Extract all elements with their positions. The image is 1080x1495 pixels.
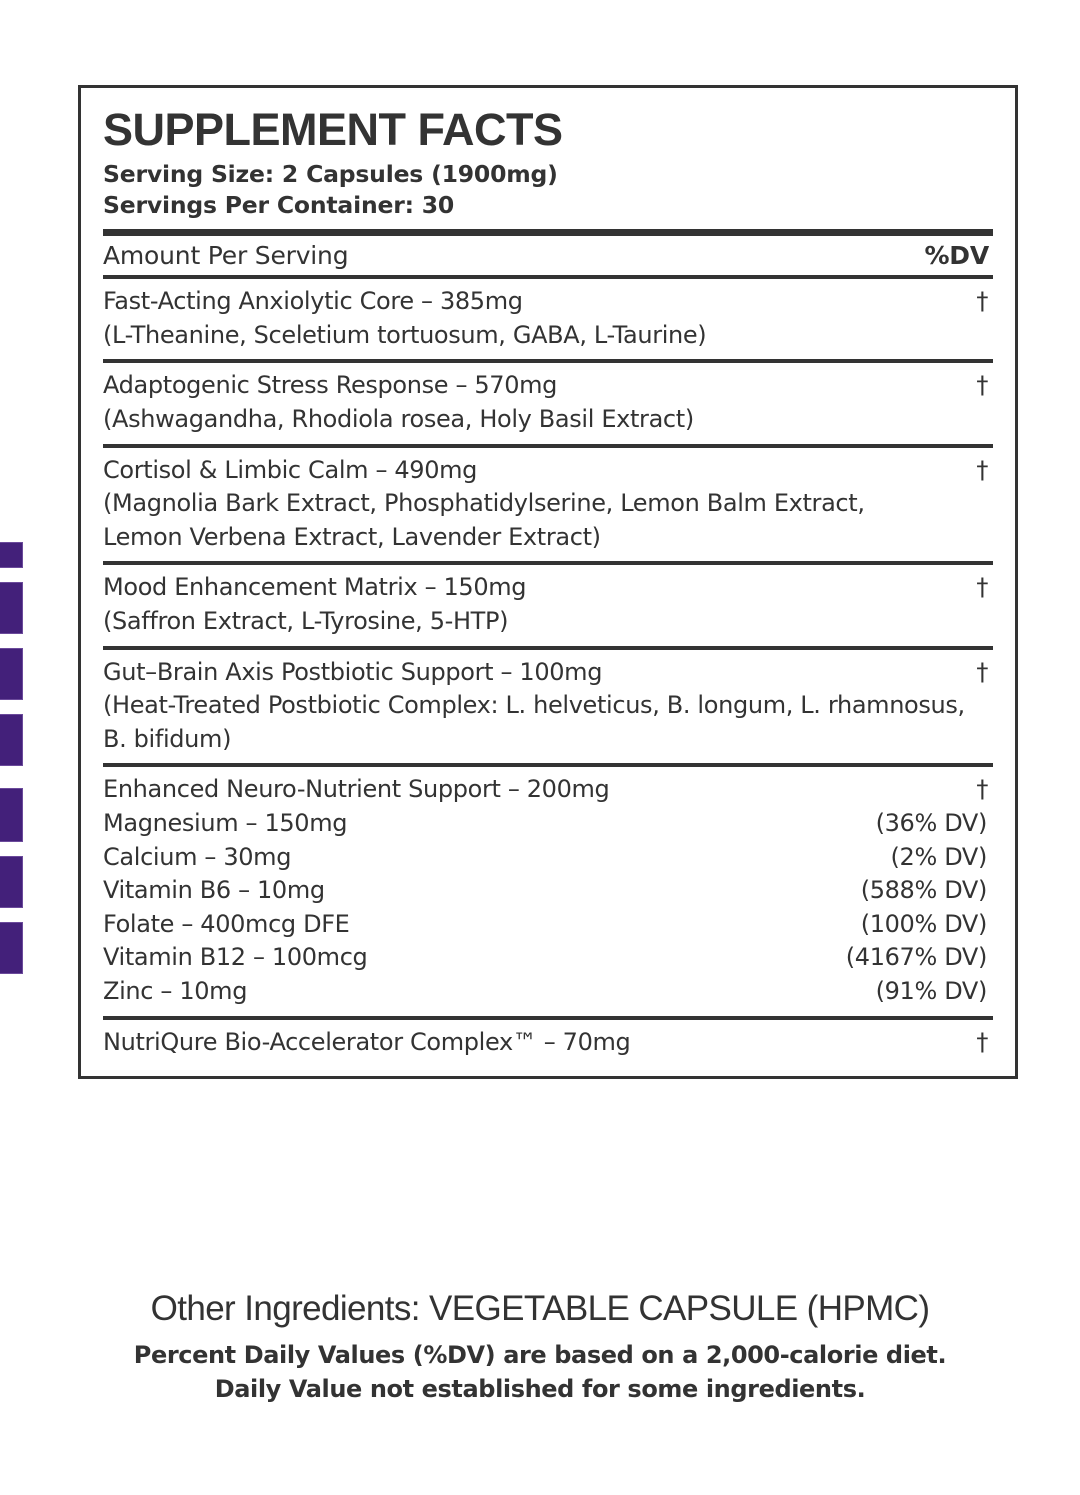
blend-ingredient-line: Lemon Verbena Extract, Lavender Extract) — [103, 522, 601, 551]
nutrient-row — [103, 975, 993, 1009]
nutrient-dv: (36% DV) — [875, 809, 987, 837]
purple-tab-6 — [0, 856, 23, 908]
blend-row — [103, 650, 993, 764]
blend-ingredient-line: (Heat-Treated Postbiotic Complex: L. helveticus, B. longum, L. rhamnosus, — [103, 691, 965, 720]
serving-size-text: Serving Size: 2 Capsules (1900mg) — [103, 160, 558, 189]
nutrient-name: Vitamin B6 – 10mg — [103, 876, 325, 905]
nutrient-row — [103, 841, 993, 875]
blend-dv: † — [976, 573, 988, 602]
blend-ingredient-line: (Ashwagandha, Rhodiola rosea, Holy Basil Extract) — [103, 405, 694, 434]
blend-row — [103, 448, 993, 562]
nutrient-row — [103, 941, 993, 975]
blend-row — [103, 363, 993, 443]
blend-dv: † — [976, 657, 988, 686]
nutrient-dv: (91% DV) — [875, 976, 987, 1005]
purple-tab-5 — [0, 788, 23, 842]
blend-ingredient-line: (Saffron Extract, L-Tyrosine, 5-HTP) — [103, 607, 509, 636]
blend-row — [103, 279, 993, 359]
supplement-facts-panel — [78, 85, 1018, 1079]
blend-name: Adaptogenic Stress Response – 570mg — [103, 371, 558, 400]
nutrient-name: Magnesium – 150mg — [103, 809, 348, 837]
blend-list — [103, 279, 993, 767]
blend-name: Cortisol & Limbic Calm – 490mg — [103, 455, 478, 484]
nutrient-name: Vitamin B12 – 100mcg — [103, 943, 368, 972]
blend-name: Mood Enhancement Matrix – 150mg — [103, 573, 527, 602]
purple-tab-3 — [0, 648, 23, 700]
final-row-dv: † — [976, 1027, 988, 1056]
purple-tab-1 — [0, 542, 23, 568]
nutrient-dv: (2% DV) — [890, 842, 987, 871]
blend-name: Fast-Acting Anxiolytic Core – 385mg — [103, 287, 523, 316]
blend-ingredient-line: B. bifidum) — [103, 724, 232, 753]
neuro-nutrient-block — [103, 767, 993, 1015]
other-ingredients-text: Other Ingredients: VEGETABLE CAPSULE (HPMC) — [150, 1289, 930, 1328]
amount-per-serving-label: Amount Per Serving — [103, 241, 349, 271]
purple-tab-7 — [0, 922, 23, 974]
daily-value-note-line-1: Percent Daily Values (%DV) are based on a 2,000-calorie diet. — [133, 1341, 947, 1369]
amount-per-serving-header — [103, 236, 993, 275]
servings-per-container-text: Servings Per Container: 30 — [103, 191, 455, 220]
left-purple-tab-strip — [0, 0, 24, 1495]
blend-name: Gut–Brain Axis Postbiotic Support – 100mg — [103, 657, 603, 686]
neuro-nutrient-rows — [103, 767, 993, 1015]
blend-dv: † — [976, 287, 988, 316]
nutrient-dv: (4167% DV) — [845, 943, 987, 972]
purple-tab-2 — [0, 582, 23, 634]
final-row — [103, 1020, 993, 1067]
nutrient-name: Zinc – 10mg — [103, 976, 248, 1005]
nutrient-row — [103, 807, 993, 841]
footer — [0, 1288, 1080, 1406]
daily-value-note-line-2: Daily Value not established for some ingredients. — [214, 1375, 866, 1404]
dv-column-header: %DV — [924, 241, 989, 271]
neuro-header-dv: † — [976, 775, 988, 804]
nutrient-name: Folate – 400mcg DFE — [103, 909, 350, 938]
purple-tab-4 — [0, 714, 23, 766]
nutrient-row — [103, 874, 993, 908]
blend-ingredient-line: (Magnolia Bark Extract, Phosphatidylserine, Lemon Balm Extract, — [103, 489, 865, 518]
header-thick-rule — [103, 229, 993, 236]
neuro-header-name: Enhanced Neuro-Nutrient Support – 200mg — [103, 775, 610, 804]
blend-row — [103, 565, 993, 645]
page-title: SUPPLEMENT FACTS — [103, 104, 563, 155]
blend-ingredient-line: (L-Theanine, Sceletium tortuosum, GABA, L-Taurine) — [103, 320, 707, 349]
nutrient-row — [103, 908, 993, 942]
nutrient-name: Calcium – 30mg — [103, 842, 292, 871]
blend-dv: † — [976, 371, 988, 400]
nutrient-dv: (100% DV) — [860, 909, 987, 938]
final-row-name: NutriQure Bio-Accelerator Complex™ – 70mg — [103, 1027, 631, 1056]
blend-dv: † — [976, 455, 988, 484]
nutrient-dv: (588% DV) — [860, 876, 987, 905]
